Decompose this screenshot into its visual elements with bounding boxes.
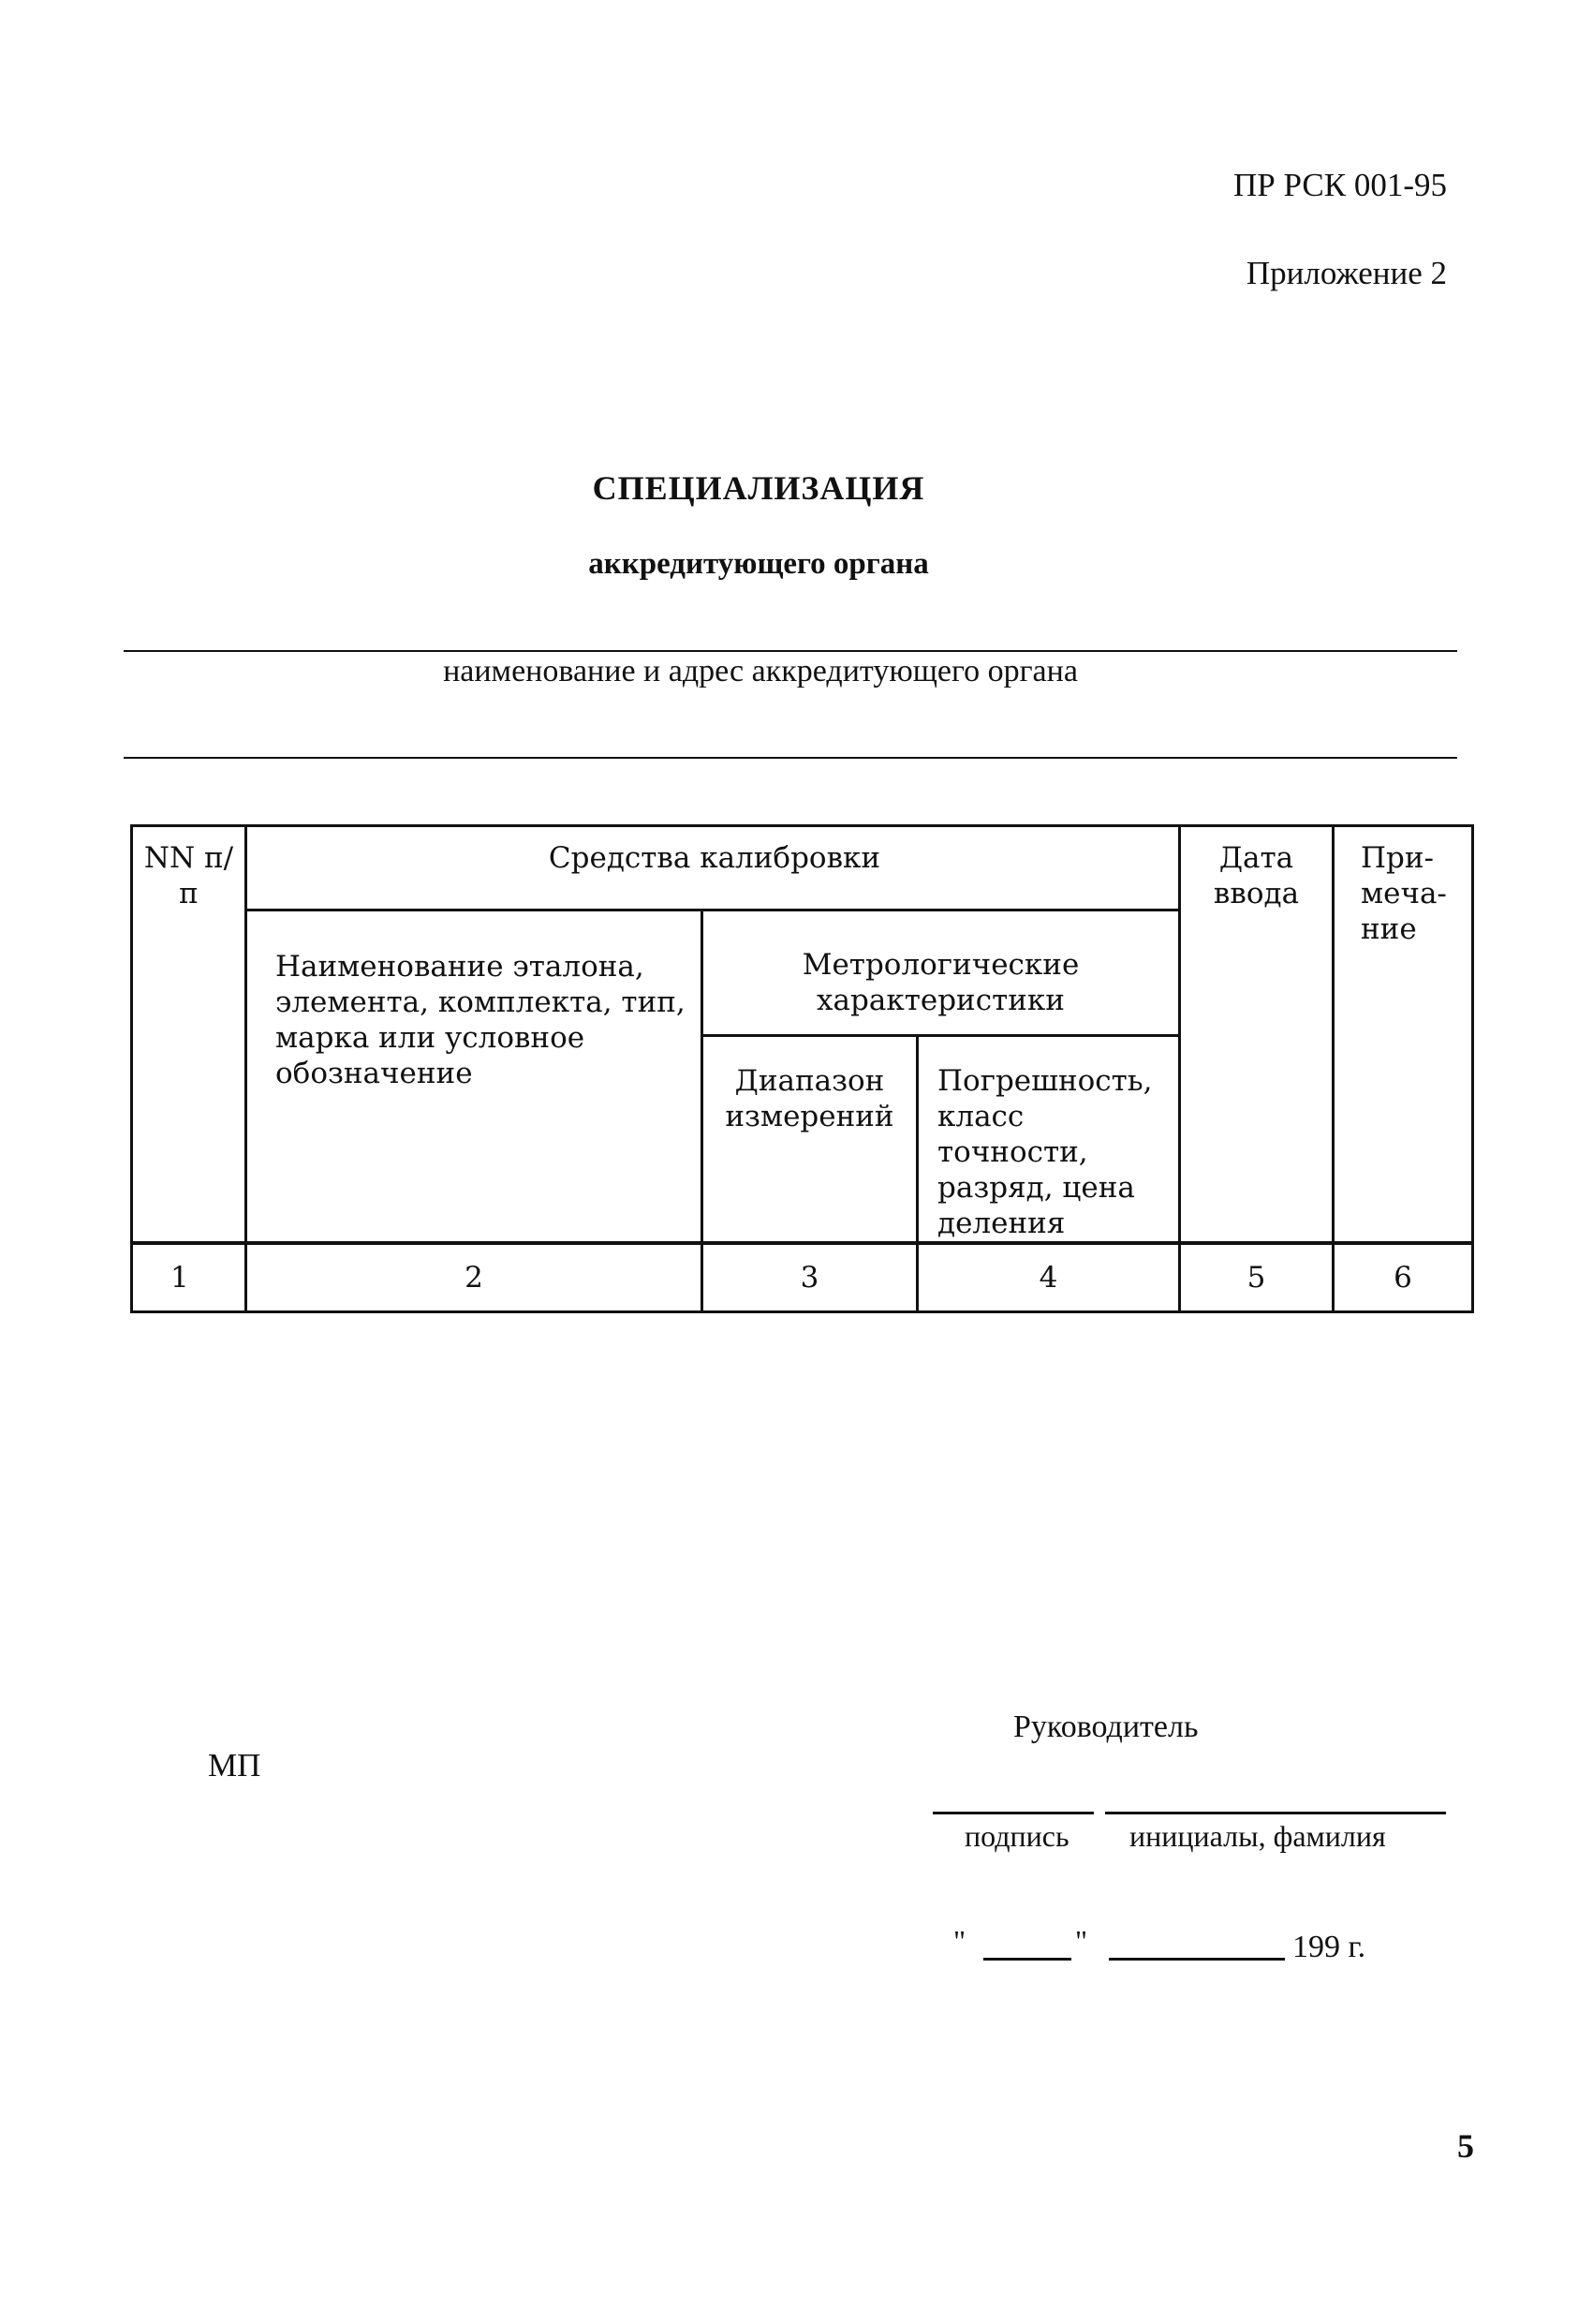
header-nn: NN п/п bbox=[132, 826, 246, 1244]
page-subtitle: аккредитующего органа bbox=[588, 547, 929, 581]
appendix-label: Приложение 2 bbox=[1246, 255, 1447, 291]
header-standard-name: Наименование эталона, элемента, комплекта, тип, марка или условное обозначение bbox=[246, 910, 702, 1244]
signature-caption: подпись bbox=[965, 1819, 1069, 1853]
column-number: 3 bbox=[702, 1243, 918, 1312]
org-address-line[interactable] bbox=[124, 757, 1457, 759]
head-label: Руководитель bbox=[1013, 1710, 1199, 1744]
page-title: СПЕЦИАЛИЗАЦИЯ bbox=[592, 469, 925, 507]
header-note: При-меча-ние bbox=[1334, 826, 1473, 1244]
name-caption: инициалы, фамилия bbox=[1129, 1819, 1386, 1853]
header-date: Дата ввода bbox=[1180, 826, 1334, 1244]
date-close-quote: " bbox=[1075, 1924, 1088, 1958]
column-number: 4 bbox=[918, 1243, 1180, 1312]
header-error: Погрешность, класс точности, разряд, цена деления bbox=[918, 1036, 1180, 1244]
org-name-line[interactable] bbox=[124, 650, 1457, 652]
column-number: 2 bbox=[246, 1243, 702, 1312]
header-metrological: Метрологические характеристики bbox=[702, 910, 1180, 1036]
signature-line[interactable] bbox=[933, 1812, 1094, 1814]
column-number: 6 bbox=[1334, 1243, 1473, 1312]
year-suffix: 199 г. bbox=[1292, 1930, 1366, 1964]
org-field-caption: наименование и адрес аккредитующего органа bbox=[443, 654, 1078, 688]
header-range: Диапазон измерений bbox=[702, 1036, 918, 1244]
seal-mark: МП bbox=[208, 1747, 261, 1784]
column-number: 5 bbox=[1180, 1243, 1334, 1312]
date-month-line[interactable] bbox=[1109, 1958, 1285, 1961]
page-number: 5 bbox=[1457, 2127, 1474, 2165]
header-calibration-means: Средства калибровки bbox=[246, 826, 1180, 910]
column-number: 1 bbox=[132, 1243, 246, 1312]
document-code: ПР РСК 001-95 bbox=[1233, 167, 1447, 203]
specialization-table bbox=[130, 824, 1474, 1313]
name-line[interactable] bbox=[1105, 1812, 1446, 1814]
date-day-line[interactable] bbox=[983, 1958, 1071, 1961]
date-open-quote: " bbox=[953, 1924, 966, 1958]
